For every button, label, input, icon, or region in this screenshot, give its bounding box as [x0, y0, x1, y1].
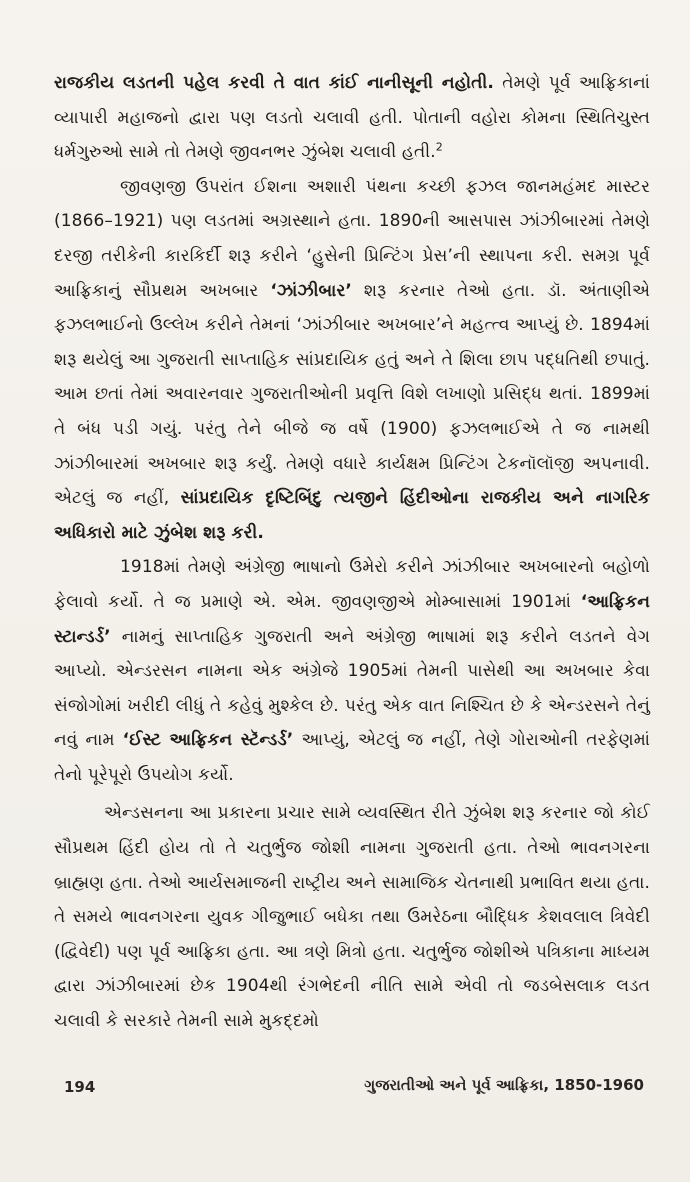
- text-segment: શરૂ કરનાર તેઓ હતા. ડૉ. અંતાણીએ ફઝલભાઈનો ઉલ્લેખ કરીને તેમનાં ‘ઝાંઝીબાર અખબાર’ને મહત્ત્વ આપ્યું છે. 1894માં શરૂ થયેલું આ ગુજરાતી સાપ્તાહિક સાંપ્રદાયિક હતું અને તે શિલા છાપ પદ્ધતિથી છપાતું. આમ છતાં તેમાં અવારનવાર ગુજરાતીઓની પ્રવૃત્તિ વિશે લખાણો પ્રસિદ્ધ થતાં. 1899માં તે બંધ પડી ગયું. પરંતુ તેને બીજે જ વર્ષે (1900) ફઝલભાઈએ તે જ નામથી ઝાંઝીબારમાં અખબાર શરૂ કર્યું. તેમણે વધારે કાર્યક્ષમ પ્રિન્ટિંગ ટેકનૉલૉજી અપનાવી. એટલું જ નહીં,: [54, 280, 650, 509]
- running-title: ગુજરાતીઓ અને પૂર્વ આફ્રિકા, 1850-1960: [364, 1076, 644, 1094]
- text-segment: સાંપ્રદાયિક દૃષ્ટિબિંદુ ત્યજીને હિંદીઓના રાજકીય અને નાગરિક અધિકારો માટે ઝુંબેશ શરૂ કરી.: [54, 488, 650, 543]
- page-number: 194: [64, 1078, 96, 1096]
- paragraph: [54, 550, 650, 792]
- text-segment: 1918માં તેમણે અંગ્રેજી ભાષાનો ઉમેરો કરીને ઝાંઝીબાર અખબારનો બહોળો ફેલાવો કર્યો. તે જ પ્રમાણે એ. એમ. જીવણજીએ મોમ્બાસામાં 1901માં: [54, 557, 650, 612]
- footnote-marker: 2: [435, 140, 443, 154]
- page-footer: [0, 1070, 690, 1100]
- text-segment: તેમણે પૂર્વ આફ્રિકાનાં વ્યાપારી મહાજનો દ્વારા પણ લડતો ચલાવી હતી. પોતાની વહોરા કોમના સ્થિતિચુસ્ત ધર્મગુરુઓ સામે તો તેમણે જીવનભર ઝુંબેશ ચલાવી હતી.: [54, 73, 650, 163]
- text-segment: રાજકીય લડતની પહેલ કરવી તે વાત કાંઈ નાનીસૂની નહોતી.: [54, 73, 494, 93]
- paragraph: [54, 796, 650, 1038]
- text-segment: આપ્યું, એટલું જ નહીં, તેણે ગોરાઓની તરફેણમાં તેનો પૂરેપૂરો ઉપયોગ કર્યો.: [54, 730, 650, 785]
- body-text: [54, 66, 650, 1039]
- text-segment: નામનું સાપ્તાહિક ગુજરાતી અને અંગ્રેજી ભાષામાં શરૂ કરીને લડતને વેગ આપ્યો. એન્ડરસન નામના એક અંગ્રેજે 1905માં તેમની પાસેથી આ અખબાર કેવા સંજોગોમાં ખરીદી લીધું તે કહેવું મુશ્કેલ છે. પરંતુ એક વાત નિશ્ચિત છે કે એન્ડરસને તેનું નવું નામ: [54, 626, 650, 751]
- paragraph: [54, 66, 650, 170]
- text-segment: જીવણજી ઉપરાંત ઈશના અશારી પંથના કચ્છી ફઝલ જાનમહંમદ માસ્ટર (1866–1921) પણ લડતમાં અગ્રસ્થાને હતા. 1890ની આસપાસ ઝાંઝીબારમાં તેમણે દરજી તરીકેની કારકિર્દી શરૂ કરીને ‘હુસેની પ્રિન્ટિંગ પ્રેસ’ની સ્થાપના કરી. સમગ્ર પૂર્વ આફ્રિકાનું સૌપ્રથમ અખબાર: [54, 176, 650, 301]
- text-segment: ‘આફ્રિકન સ્ટાન્ડર્ડ’: [54, 591, 650, 647]
- text-segment: એન્ડસનના આ પ્રકારના પ્રચાર સામે વ્યવસ્થિત રીતે ઝુંબેશ શરૂ કરનાર જો કોઈ સૌપ્રથમ હિંદી હોય તો તે ચતુર્ભુજ જોશી નામના ગુજરાતી હતા. તેઓ ભાવનગરના બ્રાહ્મણ હતા. તેઓ આર્યસમાજની રાષ્ટ્રીય અને સામાજિક ચેતનાથી પ્રભાવિત થયા હતા. તે સમયે ભાવનગરના યુવક ગીજુભાઈ બધેકા તથા ઉમરેઠના બૌદ્ધિક કેશવલાલ ત્રિવેદી (દ્વિવેદી) પણ પૂર્વ આફ્રિકા હતા. આ ત્રણે મિત્રો હતા. ચતુર્ભુજ જોશીએ પત્રિકાના માધ્યમ દ્વારા ઝાંઝીબારમાં છેક 1904થી રંગભેદની નીતિ સામે એવી તો જડબેસલાક લડત ચલાવી કે સરકારે તેમની સામે મુકદ્દમો: [54, 803, 650, 1032]
- text-segment: ‘ઈસ્ટ આફ્રિકન સ્ટૅન્ડર્ડ’: [122, 730, 294, 751]
- text-segment: ‘ઝાંઝીબાર’: [270, 280, 352, 301]
- paragraph: [54, 170, 650, 551]
